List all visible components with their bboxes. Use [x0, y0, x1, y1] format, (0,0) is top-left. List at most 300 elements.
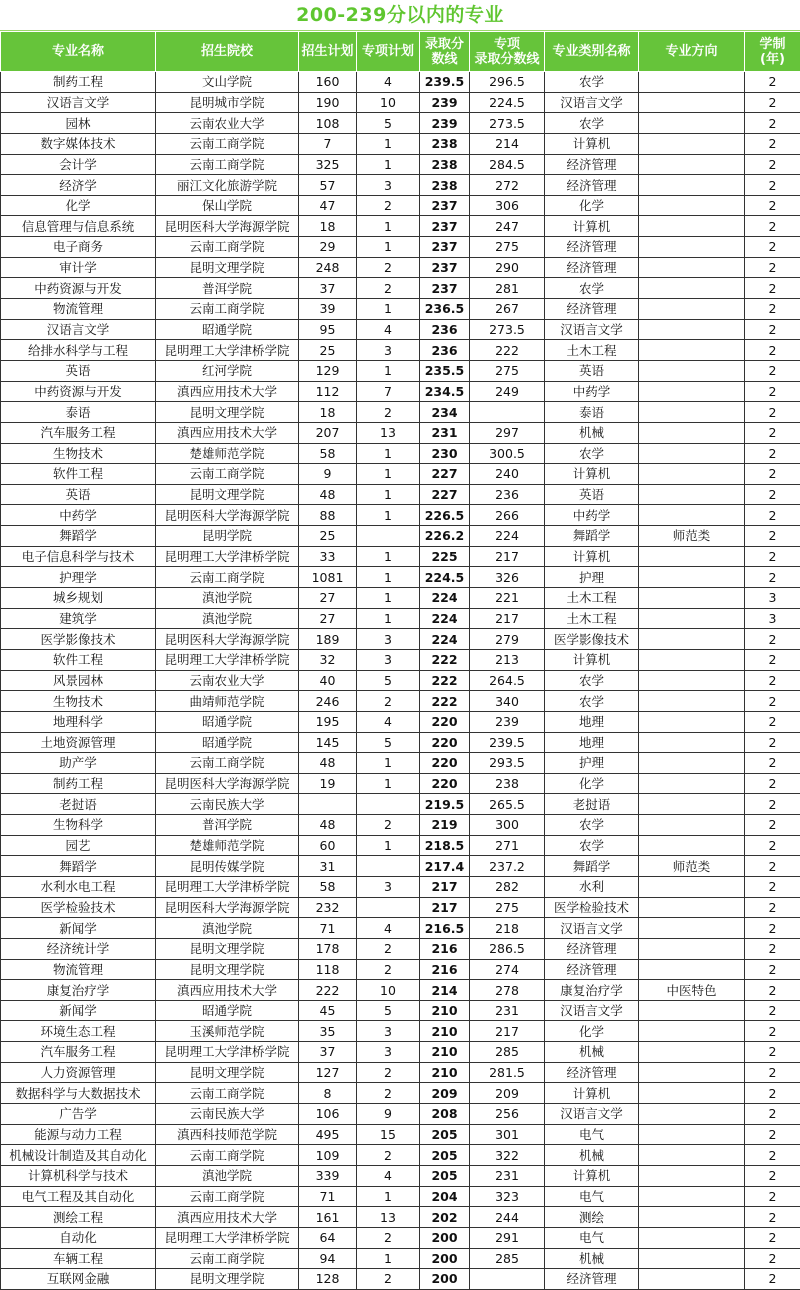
cell-major-name: 会计学 [1, 154, 156, 175]
cell-special-score: 222 [470, 340, 545, 361]
cell-category: 机械 [545, 1042, 639, 1063]
cell-category: 计算机 [545, 133, 639, 154]
cell-school: 昆明医科大学海源学院 [156, 505, 299, 526]
cell-major-name: 经济统计学 [1, 938, 156, 959]
cell-duration: 2 [745, 1248, 800, 1269]
cell-admission-score: 239.5 [420, 72, 470, 93]
cell-duration: 2 [745, 402, 800, 423]
cell-duration: 2 [745, 670, 800, 691]
table-row [1, 92, 800, 113]
cell-admission-score: 220 [420, 753, 470, 774]
cell-school: 昆明理工大学津桥学院 [156, 1227, 299, 1248]
cell-category: 经济管理 [545, 1269, 639, 1290]
cell-category: 农学 [545, 815, 639, 836]
cell-enroll-plan: 325 [299, 154, 357, 175]
column-header-enroll-plan [299, 32, 357, 72]
table-body [1, 72, 800, 1290]
column-header-special-score [470, 32, 545, 72]
column-header-special-plan [357, 32, 420, 72]
cell-special-score: 300.5 [470, 443, 545, 464]
cell-admission-score: 202 [420, 1207, 470, 1228]
cell-admission-score: 224 [420, 588, 470, 609]
table-header-row [1, 32, 800, 72]
cell-enroll-plan: 95 [299, 319, 357, 340]
cell-enroll-plan: 495 [299, 1124, 357, 1145]
cell-special-score: 274 [470, 959, 545, 980]
cell-enroll-plan: 7 [299, 133, 357, 154]
cell-major-name: 生物科学 [1, 815, 156, 836]
cell-enroll-plan: 189 [299, 629, 357, 650]
cell-special-plan: 1 [357, 835, 420, 856]
cell-direction [639, 1000, 745, 1021]
table-row [1, 918, 800, 939]
cell-duration: 2 [745, 1124, 800, 1145]
cell-duration: 2 [745, 691, 800, 712]
cell-special-plan: 2 [357, 1269, 420, 1290]
cell-major-name: 医学影像技术 [1, 629, 156, 650]
table-row [1, 856, 800, 877]
cell-category: 机械 [545, 1145, 639, 1166]
cell-duration: 2 [745, 1207, 800, 1228]
cell-school: 滇池学院 [156, 608, 299, 629]
column-header-duration [745, 32, 800, 72]
cell-enroll-plan: 18 [299, 402, 357, 423]
table-row [1, 257, 800, 278]
cell-school: 昭通学院 [156, 319, 299, 340]
cell-school: 滇池学院 [156, 918, 299, 939]
cell-enroll-plan: 94 [299, 1248, 357, 1269]
cell-admission-score: 224 [420, 629, 470, 650]
cell-special-score: 213 [470, 649, 545, 670]
cell-special-score: 285 [470, 1248, 545, 1269]
cell-admission-score: 222 [420, 691, 470, 712]
cell-special-plan: 2 [357, 938, 420, 959]
column-header-text: 专业名称 [1, 44, 155, 59]
cell-enroll-plan: 35 [299, 1021, 357, 1042]
cell-major-name: 汉语言文学 [1, 319, 156, 340]
cell-school: 昆明文理学院 [156, 938, 299, 959]
cell-school: 昆明医科大学海源学院 [156, 773, 299, 794]
cell-category: 汉语言文学 [545, 92, 639, 113]
cell-category: 计算机 [545, 1083, 639, 1104]
cell-category: 农学 [545, 113, 639, 134]
table-row [1, 484, 800, 505]
cell-special-score: 300 [470, 815, 545, 836]
cell-category: 经济管理 [545, 257, 639, 278]
cell-admission-score: 222 [420, 649, 470, 670]
cell-admission-score: 239 [420, 92, 470, 113]
cell-special-plan: 3 [357, 175, 420, 196]
cell-special-plan: 5 [357, 113, 420, 134]
cell-admission-score: 219 [420, 815, 470, 836]
cell-major-name: 舞蹈学 [1, 526, 156, 547]
column-header-major-name [1, 32, 156, 72]
cell-direction [639, 72, 745, 93]
cell-duration: 2 [745, 1021, 800, 1042]
cell-duration: 2 [745, 381, 800, 402]
cell-direction [639, 588, 745, 609]
cell-major-name: 经济学 [1, 175, 156, 196]
cell-special-plan: 2 [357, 1227, 420, 1248]
cell-school: 云南农业大学 [156, 113, 299, 134]
cell-admission-score: 209 [420, 1083, 470, 1104]
table-row [1, 1042, 800, 1063]
cell-duration: 2 [745, 773, 800, 794]
cell-duration: 2 [745, 237, 800, 258]
table-row [1, 72, 800, 93]
cell-category: 汉语言文学 [545, 1000, 639, 1021]
cell-major-name: 电气工程及其自动化 [1, 1186, 156, 1207]
cell-category: 经济管理 [545, 175, 639, 196]
cell-school: 昆明理工大学津桥学院 [156, 876, 299, 897]
cell-enroll-plan: 1081 [299, 567, 357, 588]
cell-major-name: 审计学 [1, 257, 156, 278]
column-header-text: 录取分 [420, 37, 469, 52]
cell-special-plan: 15 [357, 1124, 420, 1145]
cell-category: 计算机 [545, 216, 639, 237]
cell-direction [639, 113, 745, 134]
cell-special-plan: 3 [357, 629, 420, 650]
cell-major-name: 舞蹈学 [1, 856, 156, 877]
cell-direction [639, 670, 745, 691]
cell-direction [639, 195, 745, 216]
cell-admission-score: 234 [420, 402, 470, 423]
cell-enroll-plan: 58 [299, 876, 357, 897]
cell-duration: 2 [745, 567, 800, 588]
cell-special-score: 249 [470, 381, 545, 402]
cell-admission-score: 220 [420, 732, 470, 753]
cell-admission-score: 227 [420, 464, 470, 485]
column-header-text: 专业方向 [639, 44, 744, 59]
cell-category: 经济管理 [545, 154, 639, 175]
cell-admission-score: 205 [420, 1124, 470, 1145]
cell-major-name: 新闻学 [1, 918, 156, 939]
cell-special-score: 285 [470, 1042, 545, 1063]
cell-school: 红河学院 [156, 360, 299, 381]
table-row [1, 113, 800, 134]
cell-duration: 2 [745, 794, 800, 815]
cell-admission-score: 238 [420, 154, 470, 175]
cell-direction [639, 1269, 745, 1290]
cell-school: 云南民族大学 [156, 794, 299, 815]
cell-special-score: 209 [470, 1083, 545, 1104]
cell-special-plan: 2 [357, 278, 420, 299]
cell-school: 云南工商学院 [156, 1248, 299, 1269]
cell-category: 中药学 [545, 505, 639, 526]
table-row [1, 216, 800, 237]
cell-enroll-plan: 127 [299, 1062, 357, 1083]
cell-special-score: 224 [470, 526, 545, 547]
cell-admission-score: 222 [420, 670, 470, 691]
cell-duration: 2 [745, 732, 800, 753]
cell-duration: 2 [745, 546, 800, 567]
cell-special-plan: 2 [357, 1083, 420, 1104]
cell-special-plan: 1 [357, 484, 420, 505]
cell-duration: 2 [745, 319, 800, 340]
cell-school: 云南民族大学 [156, 1104, 299, 1125]
cell-duration: 2 [745, 938, 800, 959]
cell-admission-score: 205 [420, 1145, 470, 1166]
cell-duration: 2 [745, 835, 800, 856]
cell-major-name: 土地资源管理 [1, 732, 156, 753]
cell-duration: 2 [745, 216, 800, 237]
cell-enroll-plan: 339 [299, 1165, 357, 1186]
table-row [1, 980, 800, 1001]
cell-duration: 2 [745, 815, 800, 836]
cell-direction [639, 464, 745, 485]
cell-admission-score: 218.5 [420, 835, 470, 856]
cell-duration: 2 [745, 1227, 800, 1248]
table-row [1, 422, 800, 443]
cell-major-name: 助产学 [1, 753, 156, 774]
cell-direction [639, 1083, 745, 1104]
table-row [1, 133, 800, 154]
cell-admission-score: 230 [420, 443, 470, 464]
cell-admission-score: 226.2 [420, 526, 470, 547]
cell-major-name: 英语 [1, 484, 156, 505]
table-row [1, 1227, 800, 1248]
cell-duration: 2 [745, 154, 800, 175]
cell-special-plan: 10 [357, 92, 420, 113]
cell-admission-score: 208 [420, 1104, 470, 1125]
cell-enroll-plan: 71 [299, 918, 357, 939]
cell-enroll-plan: 9 [299, 464, 357, 485]
cell-major-name: 英语 [1, 360, 156, 381]
cell-duration: 2 [745, 876, 800, 897]
cell-direction [639, 402, 745, 423]
table-row [1, 1186, 800, 1207]
cell-admission-score: 214 [420, 980, 470, 1001]
cell-enroll-plan: 88 [299, 505, 357, 526]
cell-major-name: 数据科学与大数据技术 [1, 1083, 156, 1104]
cell-category: 农学 [545, 443, 639, 464]
cell-direction [639, 608, 745, 629]
cell-category: 化学 [545, 1021, 639, 1042]
cell-enroll-plan: 57 [299, 175, 357, 196]
column-header-text: 专项 [470, 37, 544, 52]
cell-admission-score: 210 [420, 1042, 470, 1063]
table-row [1, 897, 800, 918]
table-row [1, 835, 800, 856]
cell-direction [639, 711, 745, 732]
cell-direction [639, 319, 745, 340]
cell-admission-score: 216 [420, 938, 470, 959]
cell-major-name: 园艺 [1, 835, 156, 856]
cell-special-plan: 3 [357, 649, 420, 670]
cell-admission-score: 210 [420, 1062, 470, 1083]
table-row [1, 1269, 800, 1290]
cell-special-score: 265.5 [470, 794, 545, 815]
cell-enroll-plan: 37 [299, 278, 357, 299]
cell-special-plan: 1 [357, 773, 420, 794]
cell-enroll-plan: 25 [299, 526, 357, 547]
cell-major-name: 中药资源与开发 [1, 278, 156, 299]
cell-direction [639, 1227, 745, 1248]
cell-admission-score: 237 [420, 216, 470, 237]
cell-special-plan: 1 [357, 588, 420, 609]
cell-school: 云南工商学院 [156, 1186, 299, 1207]
cell-enroll-plan: 39 [299, 299, 357, 320]
cell-category: 农学 [545, 72, 639, 93]
cell-special-plan: 1 [357, 1248, 420, 1269]
cell-special-score: 231 [470, 1000, 545, 1021]
cell-special-score: 275 [470, 360, 545, 381]
cell-admission-score: 224 [420, 608, 470, 629]
cell-category: 经济管理 [545, 237, 639, 258]
cell-enroll-plan: 161 [299, 1207, 357, 1228]
cell-special-score: 275 [470, 897, 545, 918]
cell-duration: 2 [745, 299, 800, 320]
cell-special-score: 296.5 [470, 72, 545, 93]
cell-special-plan: 3 [357, 340, 420, 361]
cell-direction [639, 175, 745, 196]
cell-major-name: 电子信息科学与技术 [1, 546, 156, 567]
cell-category: 农学 [545, 835, 639, 856]
admission-score-table [0, 31, 800, 1290]
cell-category: 医学影像技术 [545, 629, 639, 650]
table-row [1, 815, 800, 836]
cell-school: 云南工商学院 [156, 1083, 299, 1104]
cell-enroll-plan: 31 [299, 856, 357, 877]
cell-admission-score: 239 [420, 113, 470, 134]
cell-enroll-plan: 8 [299, 1083, 357, 1104]
cell-major-name: 数字媒体技术 [1, 133, 156, 154]
cell-duration: 2 [745, 505, 800, 526]
cell-admission-score: 220 [420, 773, 470, 794]
cell-direction [639, 1248, 745, 1269]
cell-category: 护理 [545, 753, 639, 774]
cell-admission-score: 227 [420, 484, 470, 505]
cell-admission-score: 226.5 [420, 505, 470, 526]
cell-school: 普洱学院 [156, 815, 299, 836]
cell-special-plan: 2 [357, 257, 420, 278]
cell-duration: 2 [745, 753, 800, 774]
cell-category: 电气 [545, 1227, 639, 1248]
cell-special-plan: 3 [357, 1021, 420, 1042]
cell-major-name: 康复治疗学 [1, 980, 156, 1001]
table-row [1, 402, 800, 423]
cell-school: 云南工商学院 [156, 753, 299, 774]
cell-school: 滇西应用技术大学 [156, 381, 299, 402]
table-row [1, 195, 800, 216]
cell-school: 云南工商学院 [156, 567, 299, 588]
cell-enroll-plan: 222 [299, 980, 357, 1001]
cell-school: 昆明城市学院 [156, 92, 299, 113]
cell-enroll-plan: 106 [299, 1104, 357, 1125]
cell-enroll-plan: 232 [299, 897, 357, 918]
cell-major-name: 计算机科学与技术 [1, 1165, 156, 1186]
cell-special-score: 273.5 [470, 113, 545, 134]
cell-school: 昆明文理学院 [156, 402, 299, 423]
cell-enroll-plan: 48 [299, 753, 357, 774]
cell-major-name: 汉语言文学 [1, 92, 156, 113]
cell-major-name: 信息管理与信息系统 [1, 216, 156, 237]
cell-special-score: 281.5 [470, 1062, 545, 1083]
cell-enroll-plan: 108 [299, 113, 357, 134]
cell-school: 云南农业大学 [156, 670, 299, 691]
cell-admission-score: 217 [420, 876, 470, 897]
cell-special-score: 290 [470, 257, 545, 278]
cell-major-name: 化学 [1, 195, 156, 216]
cell-major-name: 软件工程 [1, 464, 156, 485]
cell-category: 机械 [545, 1248, 639, 1269]
table-row [1, 567, 800, 588]
cell-major-name: 中药学 [1, 505, 156, 526]
cell-major-name: 自动化 [1, 1227, 156, 1248]
cell-category: 医学检验技术 [545, 897, 639, 918]
cell-special-score: 284.5 [470, 154, 545, 175]
cell-special-plan: 9 [357, 1104, 420, 1125]
cell-special-score: 301 [470, 1124, 545, 1145]
cell-special-plan: 4 [357, 319, 420, 340]
cell-enroll-plan: 109 [299, 1145, 357, 1166]
table-row [1, 299, 800, 320]
cell-special-score: 238 [470, 773, 545, 794]
cell-duration: 2 [745, 1145, 800, 1166]
cell-direction [639, 1165, 745, 1186]
cell-category: 农学 [545, 691, 639, 712]
cell-category: 护理 [545, 567, 639, 588]
cell-duration: 2 [745, 856, 800, 877]
cell-special-score: 297 [470, 422, 545, 443]
cell-special-plan: 2 [357, 815, 420, 836]
cell-special-score [470, 1269, 545, 1290]
cell-school: 丽江文化旅游学院 [156, 175, 299, 196]
cell-duration: 2 [745, 959, 800, 980]
table-row [1, 237, 800, 258]
table-row [1, 505, 800, 526]
cell-special-plan [357, 526, 420, 547]
cell-major-name: 泰语 [1, 402, 156, 423]
cell-special-score [470, 402, 545, 423]
cell-enroll-plan: 145 [299, 732, 357, 753]
cell-special-plan: 4 [357, 918, 420, 939]
cell-duration: 2 [745, 422, 800, 443]
cell-special-plan: 2 [357, 195, 420, 216]
cell-enroll-plan: 190 [299, 92, 357, 113]
cell-duration: 2 [745, 72, 800, 93]
cell-direction [639, 257, 745, 278]
cell-school: 楚雄师范学院 [156, 443, 299, 464]
table-row [1, 794, 800, 815]
column-header-text: 专业类别名称 [545, 44, 638, 59]
cell-direction [639, 691, 745, 712]
cell-category: 汉语言文学 [545, 1104, 639, 1125]
table-row [1, 773, 800, 794]
cell-admission-score: 216.5 [420, 918, 470, 939]
column-header-text: 专项计划 [357, 44, 419, 59]
cell-direction [639, 237, 745, 258]
cell-direction [639, 1186, 745, 1207]
cell-school: 昭通学院 [156, 711, 299, 732]
cell-special-score: 282 [470, 876, 545, 897]
table-row [1, 732, 800, 753]
cell-duration: 2 [745, 1042, 800, 1063]
cell-admission-score: 235.5 [420, 360, 470, 381]
cell-major-name: 老挝语 [1, 794, 156, 815]
cell-direction [639, 278, 745, 299]
table-row [1, 1083, 800, 1104]
table-row [1, 1124, 800, 1145]
cell-enroll-plan: 25 [299, 340, 357, 361]
cell-direction [639, 794, 745, 815]
cell-duration: 2 [745, 278, 800, 299]
cell-duration: 2 [745, 257, 800, 278]
table-row [1, 938, 800, 959]
cell-duration: 2 [745, 195, 800, 216]
cell-direction [639, 154, 745, 175]
cell-admission-score: 224.5 [420, 567, 470, 588]
